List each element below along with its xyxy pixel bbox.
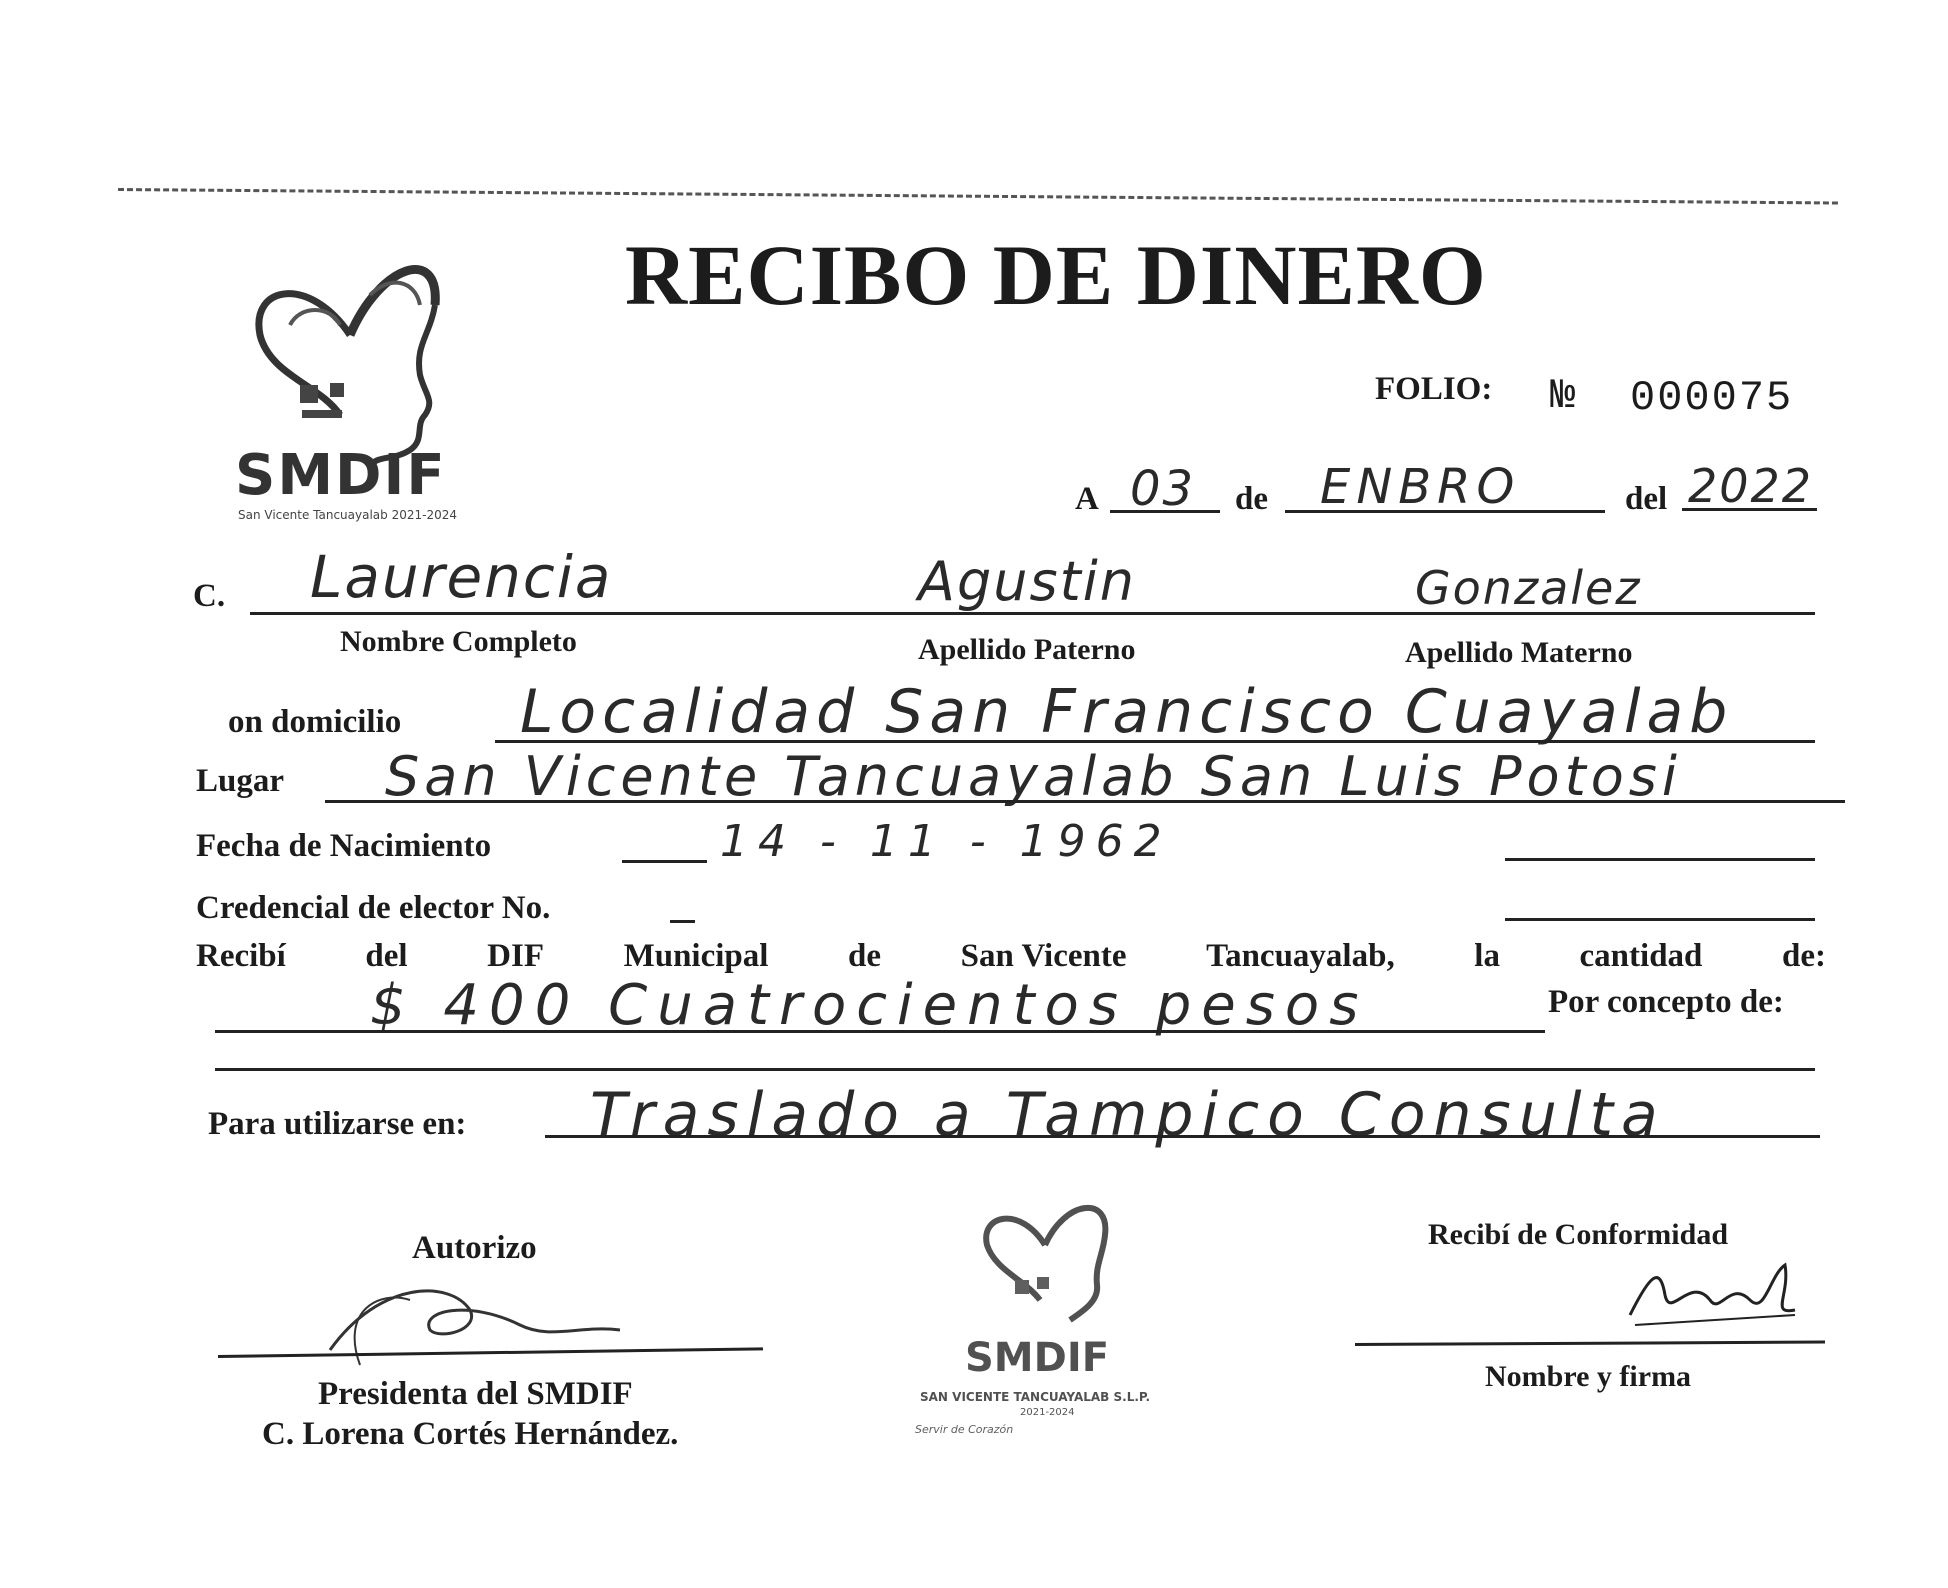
- recibi-word: DIF: [487, 938, 544, 974]
- nacimiento-value: 14 - 11 - 1962: [720, 816, 1172, 867]
- recibi-word: Municipal: [623, 938, 769, 974]
- domicilio-label: on domicilio: [228, 704, 402, 740]
- conformidad-signature-icon: [1620, 1255, 1810, 1345]
- utilizarse-label: Para utilizarse en:: [208, 1106, 467, 1142]
- date-day-line: [1110, 510, 1220, 513]
- recibi-text: [196, 938, 1826, 975]
- first-name: Laurencia: [310, 543, 613, 611]
- stamp-logo-icon: [975, 1185, 1125, 1330]
- date-prefix: A: [1075, 481, 1099, 517]
- credencial-label: Credencial de elector No.: [196, 890, 551, 926]
- recibi-word: San Vicente: [960, 938, 1127, 974]
- folio-number: 000075: [1630, 374, 1794, 422]
- domicilio-value: Localidad San Francisco Cuayalab: [520, 677, 1734, 747]
- folio-symbol: №: [1550, 372, 1576, 420]
- folio-label: FOLIO:: [1375, 371, 1493, 407]
- stamp-line2: 2021-2024: [1020, 1407, 1075, 1418]
- cut-line: [118, 188, 1838, 205]
- autorizo-signature-icon: [320, 1270, 680, 1390]
- recibi-word: Recibí: [196, 938, 286, 974]
- stamp-line3: Servir de Corazón: [915, 1423, 1014, 1436]
- maternal-name: Gonzalez: [1415, 561, 1642, 615]
- recibi-word: de: [848, 938, 882, 974]
- name-prefix: C.: [193, 578, 226, 614]
- concepto-line: [215, 1068, 1815, 1071]
- recibi-word: del: [365, 938, 408, 974]
- lugar-value: San Vicente Tancuayalab San Luis Potosi: [385, 745, 1682, 808]
- firma-label: Nombre y firma: [1485, 1360, 1692, 1393]
- credencial-line: [670, 920, 695, 923]
- conformidad-line: [1355, 1341, 1825, 1346]
- recibi-word: la: [1474, 938, 1500, 974]
- date-year: 2022: [1688, 459, 1814, 513]
- logo-name: SMDIF: [235, 443, 447, 508]
- concepto-label: Por concepto de:: [1548, 984, 1784, 1020]
- date-month-line: [1285, 510, 1605, 513]
- recibi-word: cantidad: [1579, 938, 1703, 974]
- page-title: RECIBO DE DINERO: [625, 227, 1487, 323]
- stamp-name: SMDIF: [965, 1335, 1110, 1381]
- recibi-word: Tancuayalab,: [1206, 938, 1395, 974]
- heart-face-logo-icon: [230, 225, 480, 475]
- utilizarse-line: [545, 1135, 1820, 1138]
- date-year-line: [1682, 508, 1817, 511]
- amount-line: [215, 1030, 1545, 1033]
- paternal-name: Agustin: [918, 550, 1136, 613]
- name-line: [250, 612, 1815, 615]
- label-paterno: Apellido Paterno: [918, 633, 1136, 666]
- autorizo-label: Autorizo: [412, 1230, 537, 1266]
- lugar-label: Lugar: [196, 763, 285, 799]
- utilizarse-value: Traslado a Tampico Consulta: [590, 1080, 1666, 1150]
- recibi-word: de:: [1781, 938, 1826, 974]
- date-month: ENBRO: [1320, 459, 1521, 515]
- date-day: 03: [1130, 461, 1196, 517]
- smdif-stamp: [900, 1185, 1200, 1455]
- label-nombre: Nombre Completo: [340, 625, 577, 658]
- stamp-line1: SAN VICENTE TANCUAYALAB S.L.P.: [920, 1390, 1151, 1404]
- autorizo-role: Presidenta del SMDIF: [318, 1376, 633, 1412]
- date-del: del: [1625, 481, 1668, 517]
- domicilio-line: [495, 740, 1815, 743]
- nacimiento-extra-line: [1505, 858, 1815, 861]
- logo-subtitle: San Vicente Tancuayalab 2021-2024: [238, 508, 457, 522]
- conformidad-label: Recibí de Conformidad: [1428, 1218, 1728, 1251]
- date-de: de: [1235, 481, 1268, 517]
- nacimiento-line: [622, 860, 707, 863]
- autorizo-person: C. Lorena Cortés Hernández.: [262, 1416, 679, 1452]
- smdif-logo: [230, 225, 480, 525]
- amount-value: $ 400 Cuatrocientos pesos: [370, 973, 1369, 1038]
- nacimiento-label: Fecha de Nacimiento: [196, 828, 492, 864]
- credencial-extra-line: [1505, 918, 1815, 921]
- label-materno: Apellido Materno: [1405, 636, 1633, 669]
- lugar-line: [325, 800, 1845, 803]
